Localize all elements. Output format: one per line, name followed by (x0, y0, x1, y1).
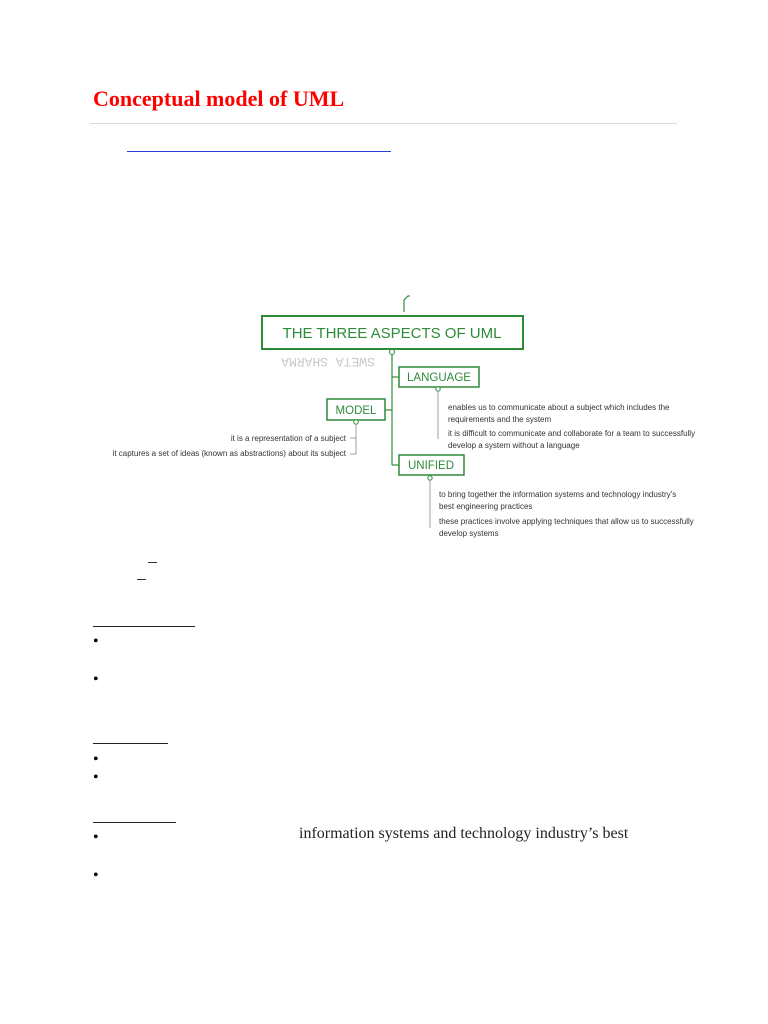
section-model-heading-underline (93, 626, 195, 627)
language-note-1: enables us to communicate about a subject which includes the requirements and the system (448, 403, 670, 424)
page-title: Conceptual model of UML (93, 86, 345, 111)
bullet: • (93, 751, 99, 768)
bullet: • (93, 671, 99, 688)
section-language-heading-underline (93, 743, 168, 744)
unified-label: UNIFIED (408, 460, 454, 472)
bullet: • (93, 633, 99, 650)
diagram-canvas (88, 290, 728, 545)
watermark-text: SWETA SHARMA (281, 354, 375, 369)
dash-mark-1 (148, 562, 157, 563)
unified-node (428, 476, 432, 480)
model-note-2: it captures a set of ideas (known as abstractions) about its subject (112, 449, 346, 458)
uml-aspects-diagram (88, 290, 728, 545)
main-title-text: THE THREE ASPECTS OF UML (282, 325, 502, 342)
top-connector (404, 296, 410, 312)
trunk-node (390, 350, 395, 355)
unified-note-1: to bring together the information systems and technology industry's best engineering practices (439, 490, 677, 511)
hyperlink-underline[interactable] (127, 151, 391, 152)
dash-mark-2 (137, 579, 146, 580)
language-label: LANGUAGE (407, 372, 471, 384)
title-divider (90, 123, 677, 124)
unified-bullet-text: information systems and technology industry’s best (299, 825, 629, 842)
bullet: • (93, 867, 99, 884)
section-unified-heading-underline (93, 822, 176, 823)
language-node (436, 387, 440, 391)
model-label: MODEL (335, 405, 377, 417)
model-notes-line (350, 424, 356, 454)
model-node (354, 420, 358, 424)
unified-note-2: these practices involve applying techniques that allow us to successfully develop systems (439, 517, 694, 538)
bullet: • (93, 829, 99, 846)
model-note-1: it is a representation of a subject (230, 434, 346, 443)
bullet: • (93, 769, 99, 786)
language-note-2: it is difficult to communicate and collaborate for a team to successfully develop a system without a language (448, 429, 696, 450)
